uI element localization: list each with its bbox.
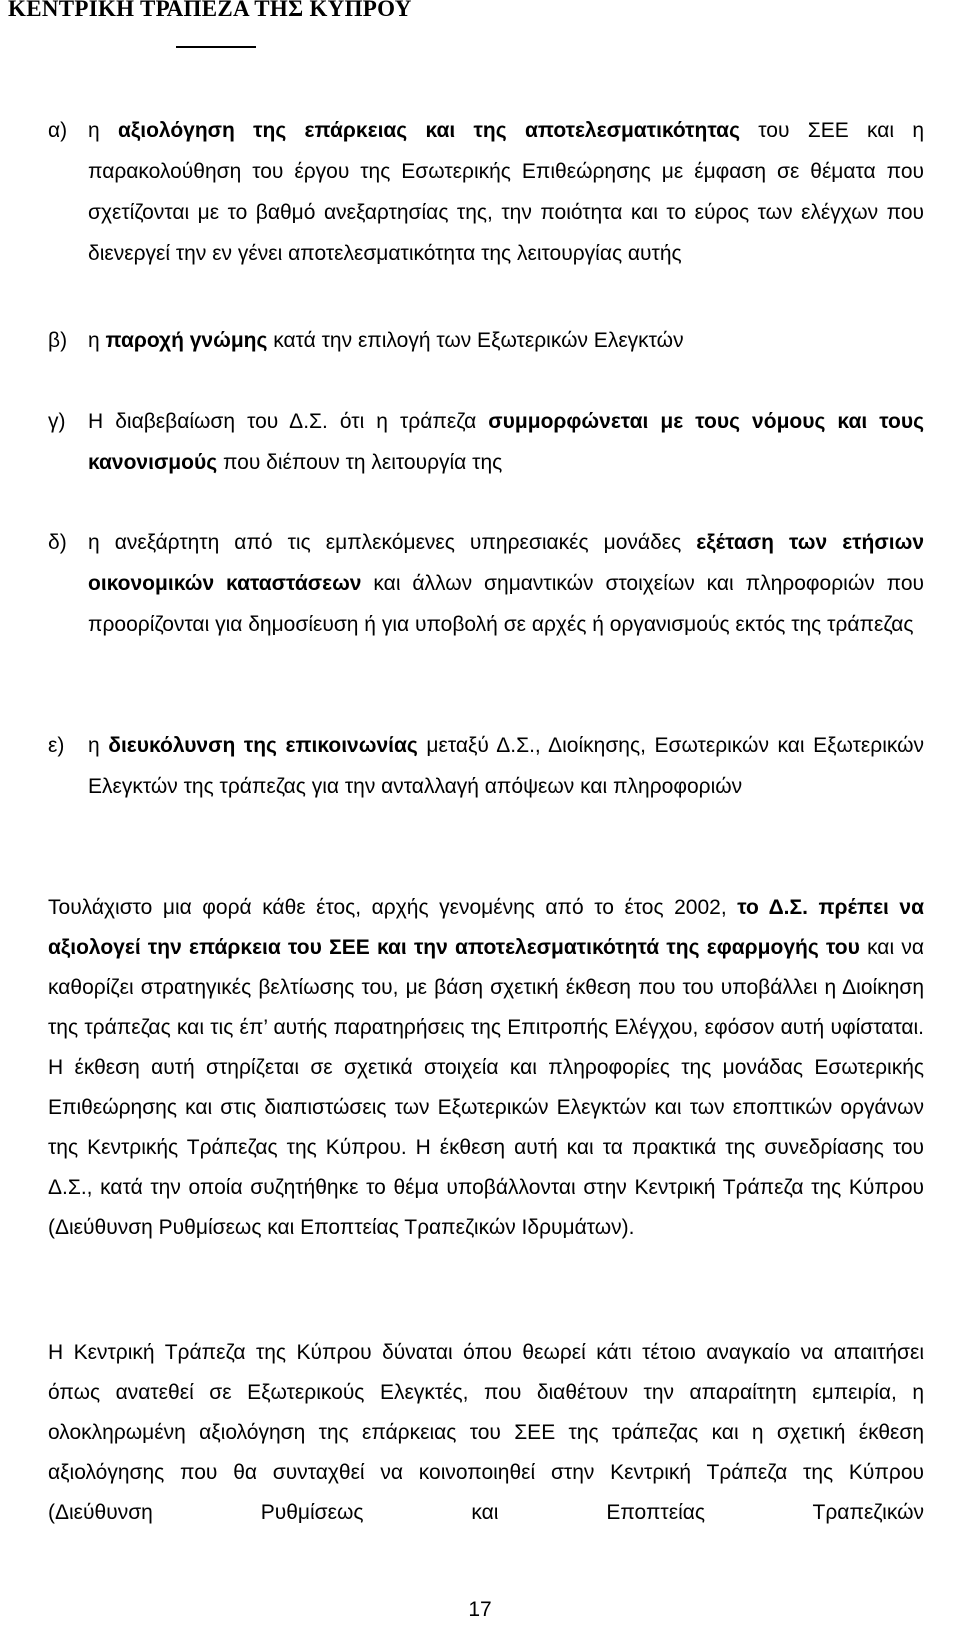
list-item-text	[88, 725, 924, 807]
text-run: μεταξύ Δ.Σ., Διοίκησης, Εσωτερικών και Εξωτερικών Ελεγκτών της τράπεζας για την ανταλλαγή απόψεων και πληροφοριών	[88, 734, 924, 798]
list-item-e	[48, 725, 924, 807]
text-run: του ΣΕΕ και η παρακολούθηση του έργου της Εσωτερικής Επιθεώρησης με έμφαση σε θέματα που σχετίζονται με το βαθμό ανεξαρτησίας της, την ποιότητα και το εύρος των ελέγχων που διενεργεί την εν γένει αποτελεσματικότητα της λειτουργίας αυτής	[88, 119, 924, 265]
bold-text-run: διευκόλυνση της επικοινωνίας	[108, 734, 418, 757]
bold-text-run: συμμορφώνεται με τους νόμους και τους κανονισμούς	[88, 410, 924, 474]
text-run: η	[88, 329, 106, 352]
text-run: η ανεξάρτητη από τις εμπλεκόμενες υπηρεσιακές μονάδες	[88, 531, 697, 554]
list-item-label: β)	[48, 329, 68, 352]
list-item-label: γ)	[48, 410, 66, 433]
text-run: και άλλων σημαντικών στοιχείων και πληροφοριών που προορίζονται για δημοσίευση ή για υποβολή σε αρχές ή οργανισμούς εκτός της τράπεζας	[88, 572, 924, 636]
bold-text-run: παροχή γνώμης	[105, 329, 268, 352]
bold-text-run: το Δ.Σ. πρέπει να αξιολογεί την επάρκεια του ΣΕΕ και την αποτελεσματικότητά της εφαρμογής του	[48, 896, 925, 959]
page-number: 17	[468, 1598, 492, 1621]
list-item-b	[48, 320, 924, 361]
page-header: ΚΕΝΤΡΙΚΗ ΤΡΑΠΕΖΑ ΤΗΣ ΚΥΠΡΟΥ	[8, 0, 412, 21]
list-item-text	[88, 320, 924, 361]
bold-text-run: αξιολόγηση της επάρκειας και της αποτελεσματικότητας	[117, 119, 740, 142]
text-run: Η διαβεβαίωση του Δ.Σ. ότι η τράπεζα	[88, 410, 489, 433]
list-item-label: δ)	[48, 531, 67, 554]
list-item-d	[48, 522, 924, 645]
text-run: Τουλάχιστο μια φορά κάθε έτος, αρχής γενομένης από το έτος 2002,	[48, 896, 738, 919]
text-run: κατά την επιλογή των Εξωτερικών Ελεγκτών	[267, 329, 684, 352]
text-run: η	[88, 734, 109, 757]
list-item-label: α)	[48, 119, 68, 142]
list-item-text	[88, 401, 924, 483]
bold-text-run: εξέταση των ετήσιων οικονομικών καταστάσεων	[88, 531, 924, 595]
paragraph-central-bank: Η Κεντρική Τράπεζα της Κύπρου δύναται όπου θεωρεί κάτι τέτοιο αναγκαίο να απαιτήσει όπως ανατεθεί σε Εξωτερικούς Ελεγκτές, που διαθέτουν την απαραίτητη εμπειρία, η ολοκληρωμένη αξιολόγηση της επάρκειας του ΣΕΕ της τράπεζας και η σχετική έκθεση αξιολόγησης που θα συνταχθεί να κοινοποιηθεί στην Κεντρική Τράπεζα της Κύπρου (Διεύθυνση Ρυθμίσεως και Εποπτείας Τραπεζικών	[48, 1341, 924, 1524]
list-item-text	[88, 522, 924, 645]
text-run: η	[88, 119, 118, 142]
list-item-label: ε)	[48, 734, 65, 757]
list-item-text	[88, 110, 924, 274]
list-item-a	[48, 110, 924, 274]
header-underline	[176, 46, 256, 48]
text-run: και να καθορίζει στρατηγικές βελτίωσης του, με βάση σχετική έκθεση που του υποβάλλει η Διοίκηση της τράπεζας και τις έπ’ αυτής παρατηρήσεις της Επιτροπής Ελέγχου, εφόσον αυτή υφίσταται. Η έκθεση αυτή στηρίζεται σε σχετικά στοιχεία και πληροφορίες της μονάδας Εσωτερικής Επιθεώρησης και στις διαπιστώσεις των Εξωτερικών Ελεγκτών και των εποπτικών οργάνων της Κεντρικής Τράπεζας της Κύπρου. Η έκθεση αυτή και τα πρακτικά της συνεδρίασης του Δ.Σ., κατά την οποία συζητήθηκε το θέμα υποβάλλονται στην Κεντρική Τράπεζα της Κύπρου (Διεύθυνση Ρυθμίσεως και Εποπτείας Τραπεζικών Ιδρυμάτων).	[48, 936, 924, 1239]
paragraph-assessment	[48, 888, 924, 1248]
list-item-c	[48, 401, 924, 483]
text-run: που διέπουν τη λειτουργία της	[217, 451, 503, 474]
